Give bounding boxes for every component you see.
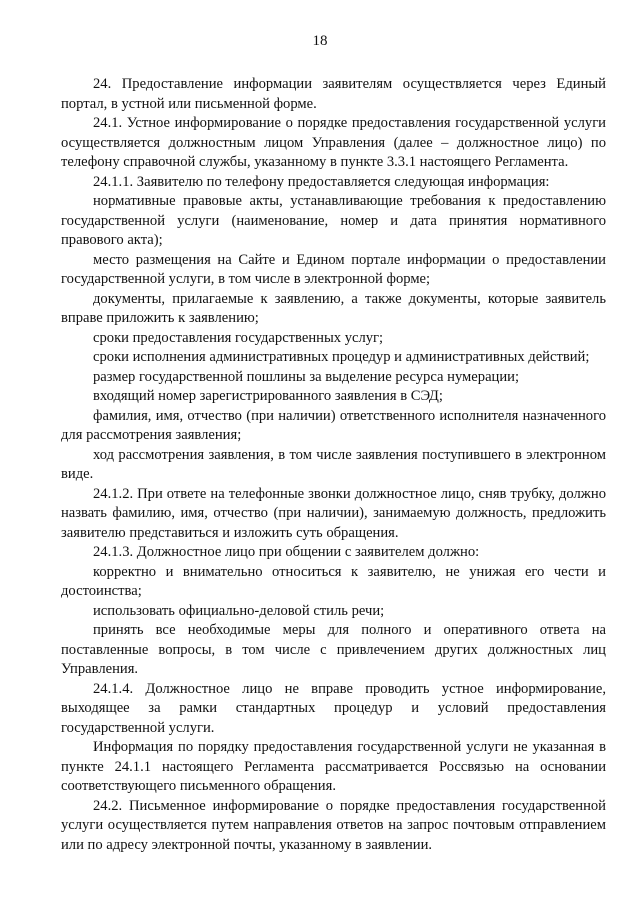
paragraph: 24.1.3. Должностное лицо при общении с заявителем должно:	[93, 544, 480, 560]
paragraph: принять все необходимые меры для полного и оперативного ответа на поставленные вопросы, в том числе с привлечением других должностных лиц Управления.	[61, 622, 606, 677]
paragraph: 24.1.1. Заявителю по телефону предоставляется следующая информация:	[93, 173, 550, 190]
paragraph: место размещения на Сайте и Едином портале информации о предоставлении государственной услуги, в том числе в электронной форме;	[61, 251, 606, 287]
paragraph: сроки предоставления государственных услуг;	[93, 329, 384, 346]
paragraph: ход рассмотрения заявления, в том числе заявления поступившего в электронном виде.	[61, 446, 606, 482]
paragraph: документы, прилагаемые к заявлению, а также документы, которые заявитель вправе приложить к заявлению;	[61, 290, 606, 326]
paragraph: использовать официально-деловой стиль речи;	[93, 602, 385, 619]
paragraph: 24.2. Письменное информирование о порядке предоставления государственной услуги осуществляется путем направления ответов на запрос почтовым отправлением или по адресу электронной почты, указанному в заявлении.	[61, 797, 606, 853]
paragraph: корректно и внимательно относиться к заявителю, не унижая его чести и достоинства;	[61, 563, 606, 599]
page-number: 18	[312, 33, 328, 49]
paragraph: 24.1.4. Должностное лицо не вправе проводить устное информирование, выходящее за рамки стандартных процедур и условий предоставления государственной услуги.	[61, 680, 606, 736]
paragraph: размер государственной пошлины за выделение ресурса нумерации;	[93, 368, 520, 385]
paragraph: нормативные правовые акты, устанавливающие требования к предоставлению государственной услуги (наименование, номер и дата принятия нормативного правового акта);	[61, 193, 606, 248]
paragraph: 24.1.2. При ответе на телефонные звонки должностное лицо, сняв трубку, должно назвать фамилию, имя, отчество (при наличии), занимаемую должность, предложить заявителю представиться и изложить суть обращения.	[61, 485, 606, 541]
paragraph: 24. Предоставление информации заявителям осуществляется через Единый портал, в устной или письменной форме.	[61, 76, 606, 112]
paragraph: Информация по порядку предоставления государственной услуги не указанная в пункте 24.1.1 настоящего Регламента рассматривается Россвязью на основании соответствующего письменного обращения.	[61, 739, 606, 794]
paragraph: входящий номер зарегистрированного заявления в СЭД;	[93, 388, 443, 404]
paragraph: 24.1. Устное информирование о порядке предоставления государственной услуги осуществляется должностным лицом Управления (далее – должностное лицо) по телефону справочной службы, указанному в пункте 3.3.1 настоящего Регламента.	[61, 115, 606, 170]
document-body	[61, 75, 606, 855]
paragraph: сроки исполнения административных процедур и административных действий;	[93, 349, 590, 365]
paragraph: фамилия, имя, отчество (при наличии) ответственного исполнителя назначенного для рассмотрения заявления;	[61, 407, 606, 443]
